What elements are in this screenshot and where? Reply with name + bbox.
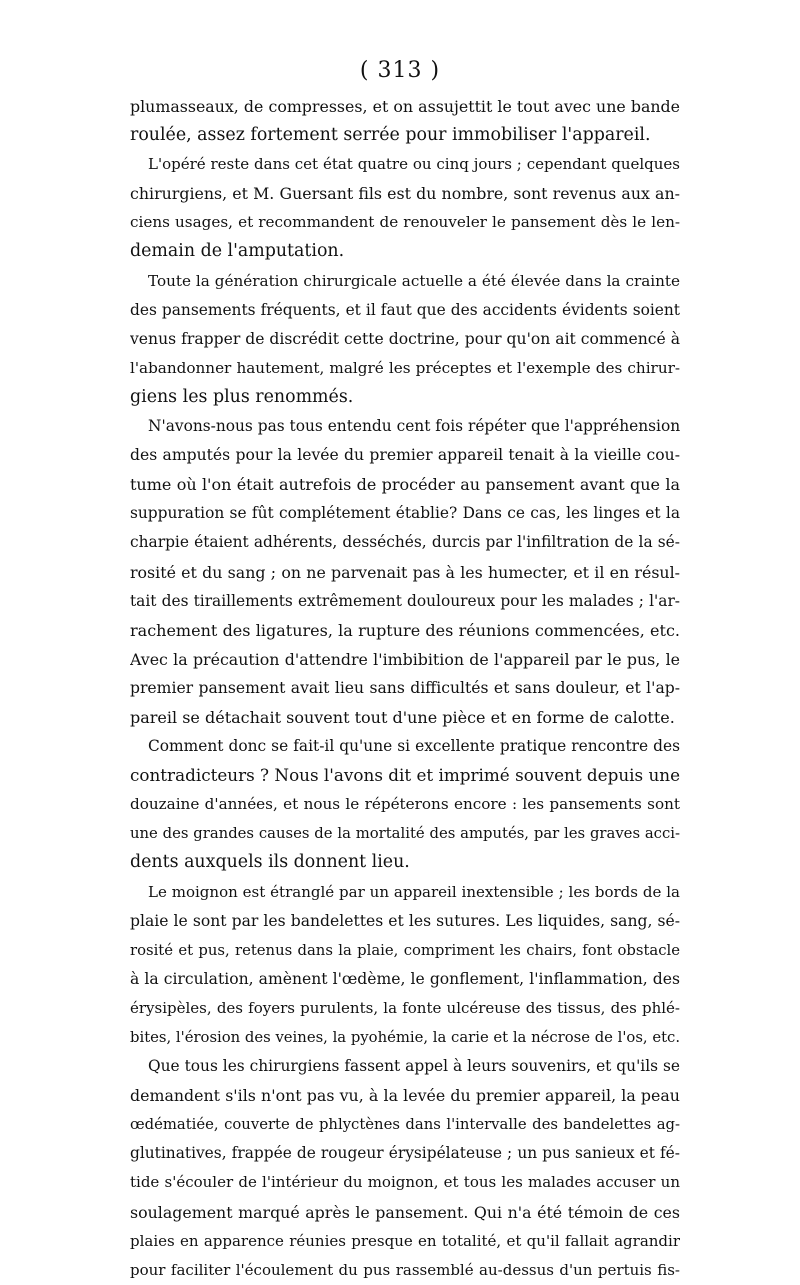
text-line: Toute la génération chirurgicale actuelle a été élevée dans la crainte [148, 271, 680, 290]
text-line: Que tous les chirurgiens fassent appel à leurs souvenirs, et qu'ils se [148, 1057, 680, 1076]
text-line: rosité et du sang ; on ne parvenait pas à les humecter, et il en résul- [130, 562, 680, 582]
page-number: ( 313 ) [359, 58, 441, 83]
body-text [130, 92, 680, 1285]
text-line: giens les plus renommés. [130, 386, 354, 407]
text-line: dents auxquels ils donnent lieu. [130, 852, 410, 873]
text-line: rachement des ligatures, la rupture des réunions commencées, etc. [130, 620, 680, 640]
text-line: soulagement marqué après le pansement. Qui n'a été témoin de ces [130, 1202, 680, 1222]
text-line: une des grandes causes de la mortalité des amputés, par les graves acci- [130, 825, 680, 843]
text-line: bites, l'érosion des veines, la pyohémie, la carie et la nécrose de l'os, etc. [130, 1029, 680, 1046]
text-line: chirurgiens, et M. Guersant fils est du nombre, sont revenus aux an- [130, 184, 680, 204]
text-line: plaies en apparence réunies presque en totalité, et qu'il fallait agrandir [130, 1231, 680, 1250]
text-line: suppuration se fût complétement établie? Dans ce cas, les linges et la [130, 504, 680, 523]
text-line: tait des tiraillements extrêmement douloureux pour les malades ; l'ar- [130, 591, 680, 610]
text-line: tide s'écouler de l'intérieur du moignon, et tous les malades accuser un [130, 1173, 680, 1192]
text-line: demandent s'ils n'ont pas vu, à la levée du premier appareil, la peau [130, 1086, 680, 1106]
text-line: Comment donc se fait-il qu'une si excellente pratique rencontre des [148, 737, 680, 756]
text-line: roulée, assez fortement serrée pour immobiliser l'appareil. [130, 125, 651, 146]
text-line: pour faciliter l'écoulement du pus rassemblé au-dessus d'un pertuis fis- [130, 1260, 680, 1279]
text-line: demain de l'amputation. [130, 241, 345, 262]
text-line: douzaine d'années, et nous le répéterons encore : les pansements sont [130, 795, 680, 814]
text-line: à la circulation, amènent l'œdème, le gonflement, l'inflammation, des [130, 969, 680, 988]
text-line: érysipèles, des foyers purulents, la fonte ulcéreuse des tissus, des phlé- [130, 998, 680, 1017]
text-line: venus frapper de discrédit cette doctrine, pour qu'on ait commencé à [130, 329, 680, 348]
text-line: plaie le sont par les bandelettes et les sutures. Les liquides, sang, sé- [130, 911, 680, 930]
text-line: œdématiée, couverte de phlyctènes dans l'intervalle des bandelettes ag- [130, 1116, 680, 1134]
text-line: ciens usages, et recommandent de renouveler le pansement dès le len- [130, 213, 680, 232]
text-line: des pansements fréquents, et il faut que des accidents évidents soient [130, 300, 680, 319]
text-line: Avec la précaution d'attendre l'imbibition de l'appareil par le pus, le [130, 649, 680, 669]
text-line: rosité et pus, retenus dans la plaie, compriment les chairs, font obstacle [130, 941, 680, 959]
text-line: N'avons-nous pas tous entendu cent fois répéter que l'appréhension [148, 417, 680, 436]
text-line: premier pansement avait lieu sans difficultés et sans douleur, et l'ap- [130, 678, 680, 697]
text-line: Le moignon est étranglé par un appareil inextensible ; les bords de la [148, 882, 680, 901]
text-line: tume où l'on était autrefois de procéder au pansement avant que la [130, 475, 680, 495]
text-line: pareil se détachait souvent tout d'une pièce et en forme de calotte. [130, 707, 675, 727]
text-line: contradicteurs ? Nous l'avons dit et imprimé souvent depuis une [130, 765, 680, 786]
text-line: l'abandonner hautement, malgré les préceptes et l'exemple des chirur- [130, 358, 680, 377]
text-line: glutinatives, frappée de rougeur érysipélateuse ; un pus sanieux et fé- [130, 1144, 680, 1163]
text-line: plumasseaux, de compresses, et on assujettit le tout avec une bande [130, 97, 680, 116]
text-line: L'opéré reste dans cet état quatre ou cinq jours ; cependant quelques [148, 155, 680, 174]
text-line: charpie étaient adhérents, desséchés, durcis par l'infiltration de la sé- [130, 533, 680, 552]
text-line: des amputés pour la levée du premier appareil tenait à la vieille cou- [130, 446, 680, 465]
